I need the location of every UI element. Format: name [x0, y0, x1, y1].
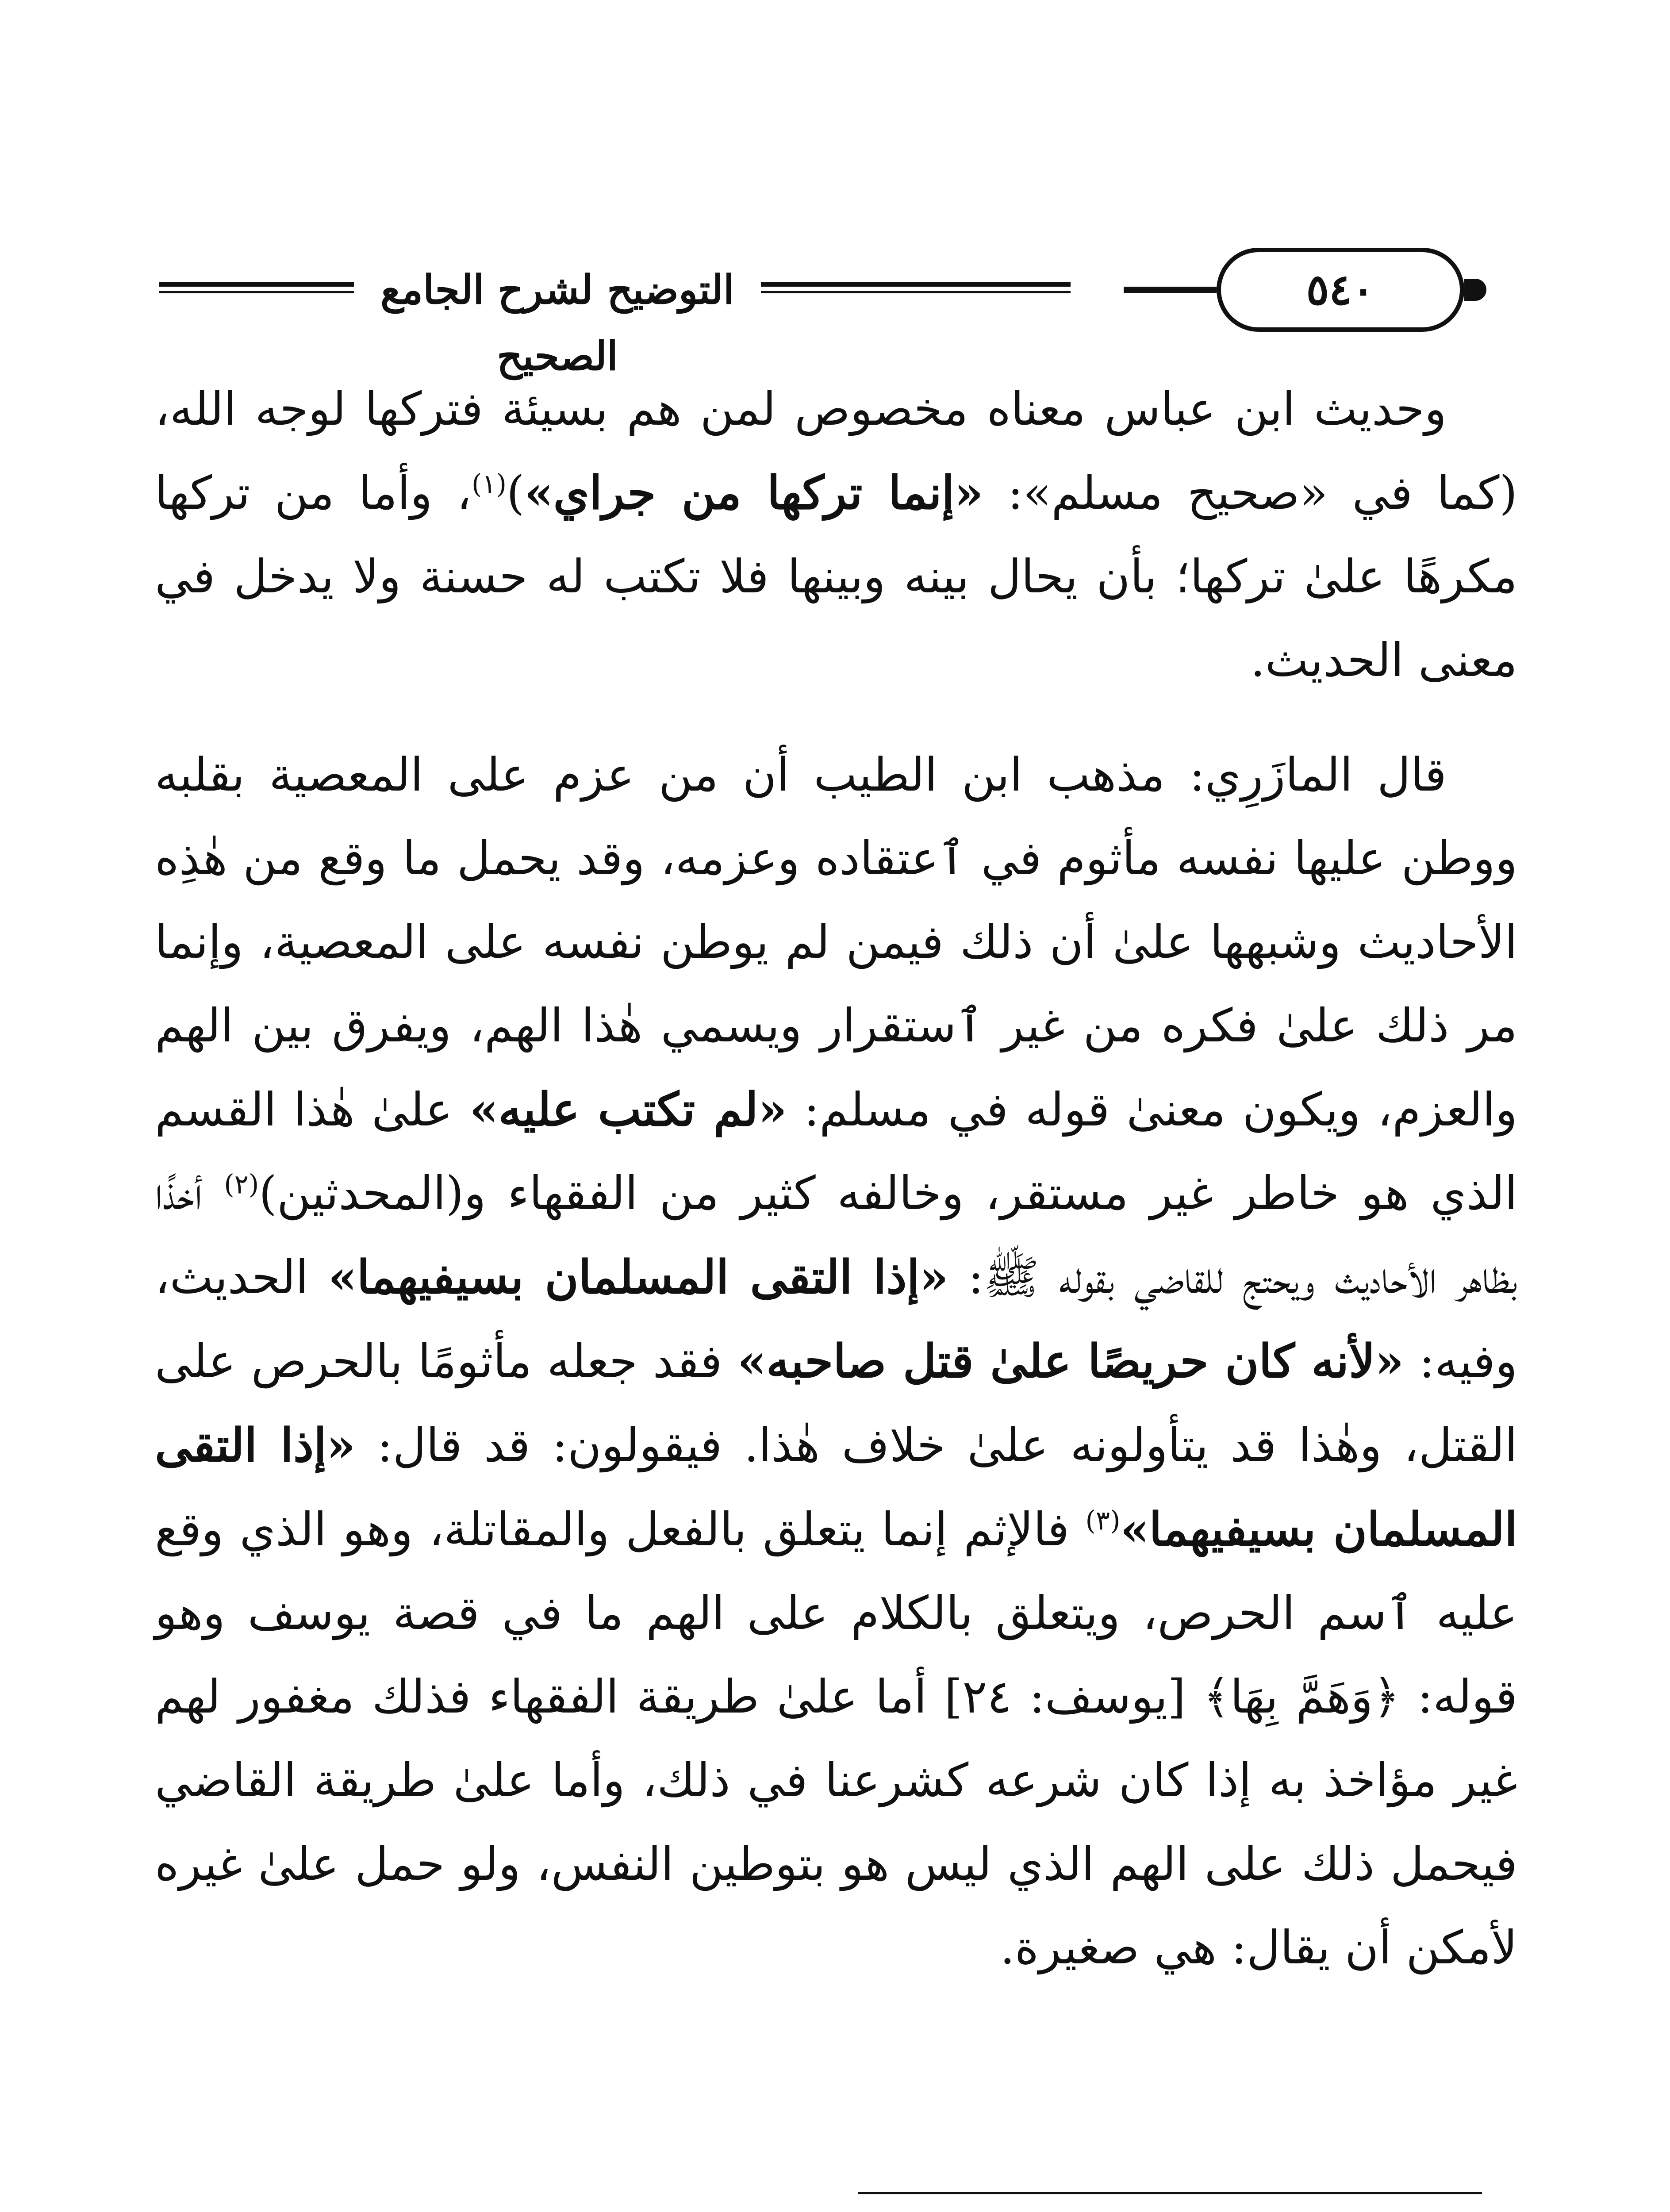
hadith-quote: «لم تكتب عليه» [469, 1082, 787, 1137]
footnote-ref-1[interactable]: (١) [471, 469, 507, 500]
text-run: وحديث ابن عباس معناه مخصوص لمن هم بسيئة فتركها لوجه الله، (كما في «صحيح مسلم»: [155, 382, 1517, 520]
hadith-quote: «إذا التقى المسلمان بسيفيهما» [155, 1418, 1517, 1556]
page-number: ٥٤٠ [1306, 265, 1375, 315]
header-title: التوضيح لشرح الجامع الصحيح [380, 266, 734, 380]
hadith-quote: «إنما تركها من جراي» [524, 465, 983, 520]
running-header [159, 248, 1486, 380]
footnote-ref-2[interactable]: (٢) [224, 1169, 259, 1200]
text-run: أخذًا بظاهر الأحاديث ويحتج للقاضي بقوله ﷺ: [155, 1166, 1517, 1304]
hadith-quote: «إذا التقى المسلمان بسيفيهما» [328, 1250, 948, 1304]
page-number-badge [1217, 248, 1464, 332]
header-rule-middle [761, 282, 1071, 293]
main-text [155, 367, 1517, 1989]
text-run: قال المازَرِي: مذهب ابن الطيب أن من عزم على المعصية بقلبه ووطن عليها نفسه مأثوم في ٱعتقاده وعزمه، وقد يحمل ما وقع من هٰذِه الأحاديث وشبهها علىٰ أن ذلك فيمن لم يوطن نفسه على المعصية، وإنما مر ذلك علىٰ فكره من غير ٱستقرار ويسمي هٰذا الهم، ويفرق بين الهم والعزم، ويكون معنىٰ قوله في مسلم: [155, 748, 1517, 1137]
text-run: علىٰ هٰذا القسم الذي هو خاطر غير مستقر، وخالفه كثير من الفقهاء و(المحدثين) [155, 1083, 1517, 1220]
hadith-quote: «لأنه كان حريصًا علىٰ قتل صاحبه» [737, 1334, 1404, 1388]
badge-ornament [1464, 279, 1486, 301]
footnote-separator [858, 2192, 1482, 2194]
footnote-ref-3[interactable]: (٣) [1085, 1505, 1121, 1536]
text-run: ) [507, 466, 525, 520]
paragraph-1 [155, 367, 1517, 702]
text-run: فالإثم إنما يتعلق بالفعل والمقاتلة، وهو الذي وقع عليه ٱسم الحرص، ويتعلق بالكلام على الهم ما في قصة يوسف وهو قوله: ﴿وَهَمَّ بِهَا﴾ [يوسف: ٢٤] أما علىٰ طريقة الفقهاء فذلك مغفور لهم غير مؤاخذ به إذا كان شرعه كشرعنا في ذلك، وأما علىٰ طريقة القاضي فيحمل ذلك على الهم الذي ليس هو بتوطين النفس، ولو حمل علىٰ غيره لأمكن أن يقال: هي صغيرة. [155, 1502, 1518, 1974]
badge-connector [1124, 287, 1217, 293]
text-run: فقد جعله مأثومًا بالحرص على القتل، وهٰذا قد يتأولونه علىٰ خلاف هٰذا. فيقولون: قد قال: [155, 1334, 1517, 1472]
header-rule-left [159, 282, 354, 293]
text-run: ، وأما من تركها مكرهًا علىٰ تركها؛ بأن يحال بينه وبينها فلا تكتب له حسنة ولا يدخل في معنى الحديث. [155, 466, 1517, 687]
paragraph-2 [155, 733, 1517, 1989]
text-run: الحديث، وفيه: [155, 1250, 1517, 1388]
